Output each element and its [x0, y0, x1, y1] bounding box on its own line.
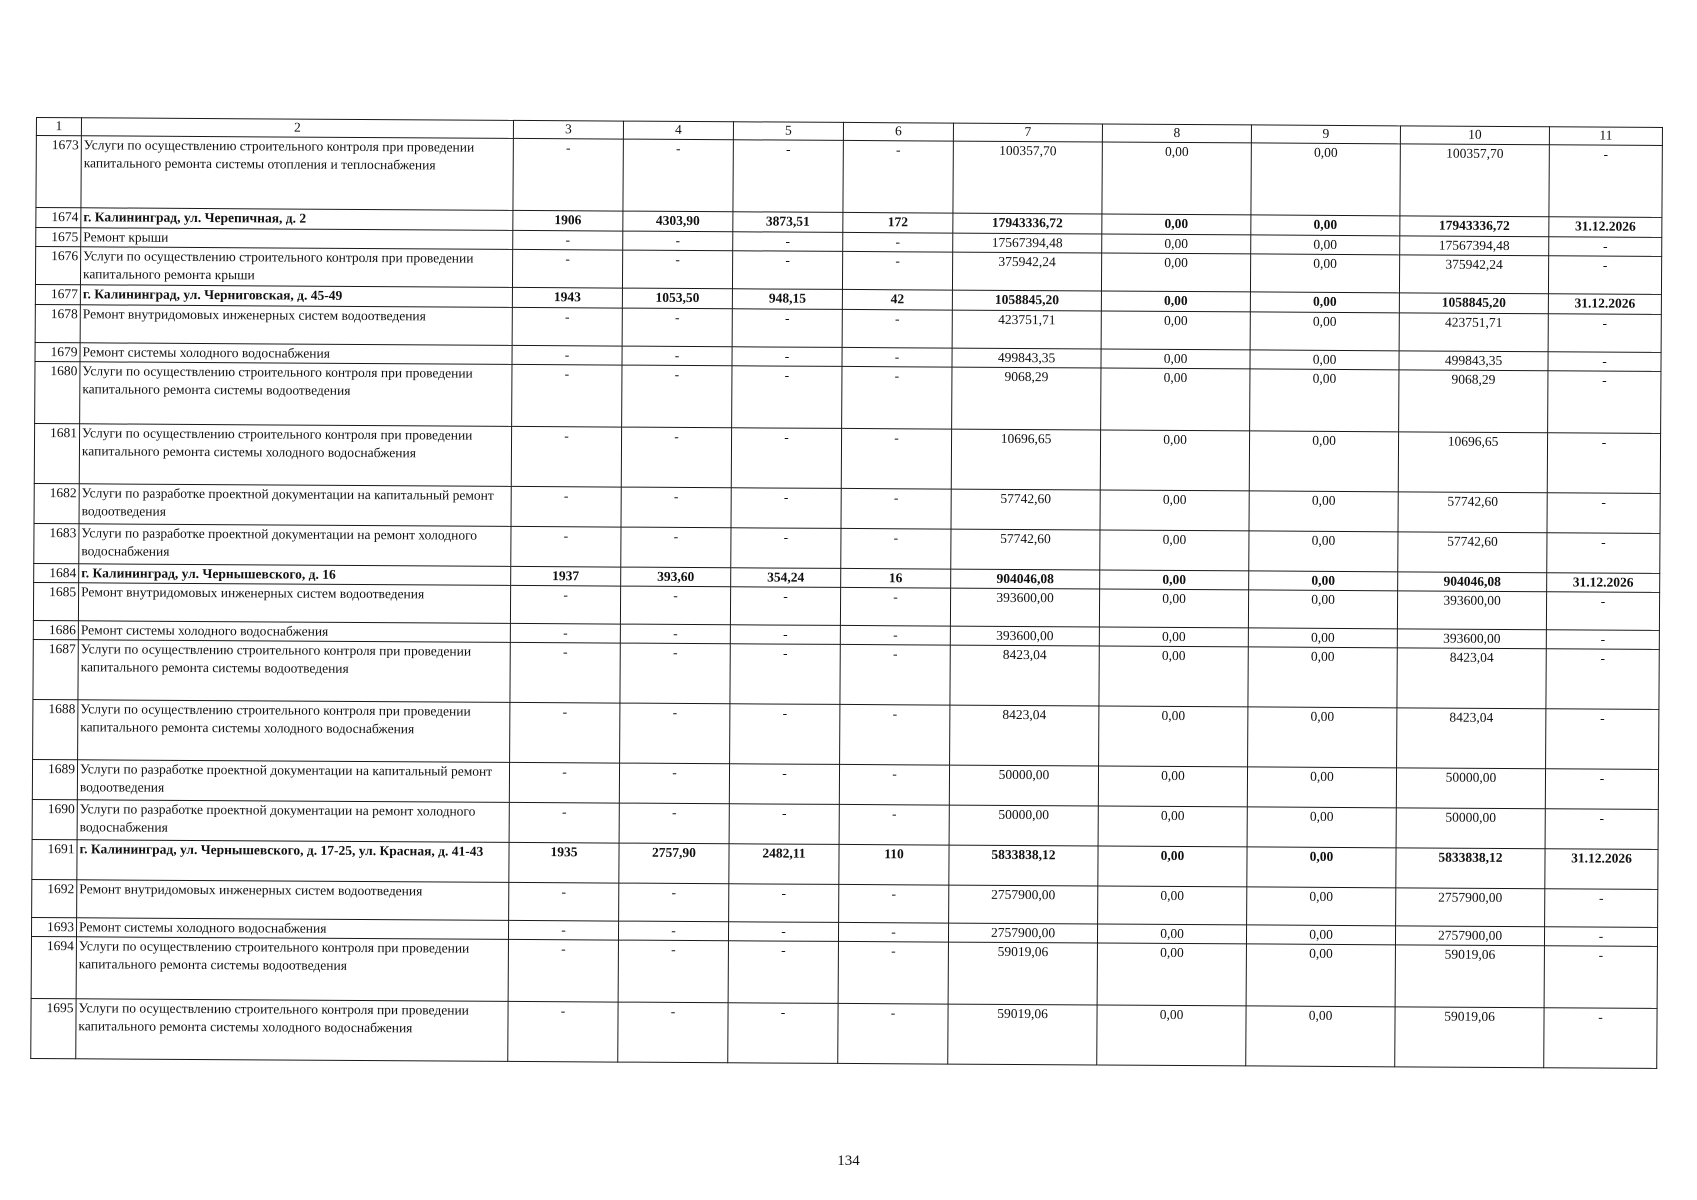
total-area-cell: - — [621, 527, 731, 568]
year-cell: 1937 — [511, 566, 621, 586]
col8-cell: 0,00 — [1097, 943, 1246, 1006]
col9-cell: 0,00 — [1250, 369, 1399, 432]
col9-cell: 0,00 — [1246, 925, 1395, 945]
col8-cell: 0,00 — [1099, 646, 1248, 707]
col9-cell: 0,00 — [1250, 350, 1399, 370]
total-cost-cell: 100357,70 — [953, 141, 1102, 214]
col9-cell: 0,00 — [1251, 143, 1400, 216]
description-cell: Услуги по осуществлению строительного контроля при проведении капитального ремонта системы водоотведения — [78, 640, 510, 703]
total-cost-cell: 50000,00 — [949, 765, 1098, 806]
col9-cell: 0,00 — [1249, 431, 1398, 492]
col9-cell: 0,00 — [1250, 312, 1399, 351]
living-area-cell: - — [729, 884, 839, 923]
total-cost-cell: 393600,00 — [950, 626, 1099, 646]
col8-cell: 0,00 — [1098, 806, 1247, 847]
year-cell: - — [510, 702, 620, 763]
col8-cell: 0,00 — [1098, 846, 1247, 887]
living-area-cell: - — [733, 232, 843, 252]
residents-cell: 42 — [842, 289, 952, 310]
fund-cost-cell: 5833838,12 — [1396, 848, 1545, 889]
residents-cell: 110 — [839, 844, 949, 885]
total-cost-cell: 375942,24 — [952, 252, 1101, 291]
total-cost-cell: 904046,08 — [951, 569, 1100, 589]
row-number-cell: 1685 — [33, 582, 78, 620]
fund-cost-cell: 10696,65 — [1398, 432, 1547, 493]
total-cost-cell: 1058845,20 — [952, 290, 1101, 311]
row-number-cell: 1680 — [35, 361, 80, 423]
fund-cost-cell: 8423,04 — [1397, 708, 1546, 769]
description-cell: Услуги по осуществлению строительного контроля при проведении капитального ремонта системы холодного водоснабжения — [79, 424, 511, 487]
residents-cell: - — [840, 704, 950, 765]
year-cell: - — [512, 345, 622, 365]
deadline-cell: - — [1546, 630, 1659, 650]
row-number-cell: 1674 — [36, 208, 81, 228]
col8-cell: 0,00 — [1099, 627, 1248, 647]
description-cell: г. Калининград, ул. Чернышевского, д. 16 — [79, 564, 511, 586]
row-number-cell: 1676 — [35, 247, 80, 285]
header-cell: 4 — [623, 121, 733, 140]
year-cell: 1906 — [513, 210, 623, 231]
total-area-cell: - — [622, 250, 732, 289]
total-area-cell: - — [622, 365, 732, 428]
col8-cell: 0,00 — [1100, 570, 1249, 590]
year-cell: - — [510, 642, 620, 703]
col9-cell: 0,00 — [1249, 491, 1398, 532]
row-number-cell: 1679 — [35, 342, 80, 361]
fund-cost-cell: 57742,60 — [1398, 492, 1547, 533]
total-cost-cell: 9068,29 — [952, 367, 1101, 430]
header-cell: 5 — [733, 122, 843, 141]
residents-cell: - — [842, 309, 952, 348]
deadline-cell: - — [1546, 709, 1659, 770]
year-cell: - — [511, 426, 621, 487]
fund-cost-cell: 17567394,48 — [1400, 236, 1549, 256]
row-number-cell: 1690 — [32, 799, 77, 839]
deadline-cell: - — [1548, 371, 1661, 434]
col8-cell: 0,00 — [1097, 1005, 1246, 1066]
col9-cell: 0,00 — [1248, 647, 1397, 708]
living-area-cell: - — [728, 941, 838, 1004]
header-cell: 10 — [1400, 126, 1549, 145]
col9-cell: 0,00 — [1248, 590, 1397, 629]
total-area-cell: 393,60 — [621, 567, 731, 587]
year-cell: - — [510, 585, 620, 624]
living-area-cell: - — [732, 347, 842, 367]
deadline-cell: - — [1544, 927, 1657, 947]
header-cell: 7 — [953, 123, 1102, 142]
fund-cost-cell: 59019,06 — [1395, 945, 1544, 1008]
col8-cell: 0,00 — [1100, 530, 1249, 571]
fund-cost-cell: 375942,24 — [1399, 255, 1548, 294]
deadline-cell: - — [1545, 889, 1658, 928]
row-number-cell: 1675 — [36, 228, 81, 247]
col9-cell: 0,00 — [1248, 628, 1397, 648]
col8-cell: 0,00 — [1100, 430, 1249, 491]
fund-cost-cell: 59019,06 — [1395, 1007, 1544, 1068]
deadline-cell: - — [1547, 533, 1660, 574]
work-item-row — [33, 699, 1659, 769]
living-area-cell: - — [732, 251, 842, 290]
residents-cell: - — [843, 140, 953, 213]
total-cost-cell: 57742,60 — [951, 489, 1100, 530]
total-cost-cell: 57742,60 — [951, 529, 1100, 570]
deadline-cell: - — [1548, 256, 1661, 295]
description-cell: Ремонт системы холодного водоснабжения — [76, 918, 508, 940]
deadline-cell: - — [1548, 314, 1661, 353]
residents-cell: - — [839, 804, 949, 845]
row-number-cell: 1691 — [32, 839, 77, 879]
description-cell: г. Калининград, ул. Черниговская, д. 45-49 — [80, 285, 512, 308]
fund-cost-cell: 499843,35 — [1399, 351, 1548, 371]
year-cell: - — [509, 802, 619, 843]
deadline-cell: 31.12.2026 — [1547, 573, 1660, 593]
living-area-cell: - — [731, 528, 841, 569]
total-cost-cell: 8423,04 — [950, 645, 1099, 706]
living-area-cell: - — [728, 1003, 838, 1064]
col9-cell: 0,00 — [1247, 887, 1396, 926]
deadline-cell: - — [1547, 493, 1660, 534]
header-cell: 3 — [513, 120, 623, 139]
living-area-cell: - — [729, 804, 839, 845]
col8-cell: 0,00 — [1098, 886, 1247, 925]
col8-cell: 0,00 — [1101, 253, 1250, 292]
year-cell: - — [509, 882, 619, 921]
year-cell: - — [512, 307, 622, 346]
year-cell: - — [511, 486, 621, 527]
deadline-cell: - — [1545, 769, 1658, 810]
living-area-cell: - — [731, 488, 841, 529]
description-cell: Услуги по разработке проектной документации на ремонт холодного водоснабжения — [77, 800, 509, 843]
row-number-cell: 1673 — [36, 136, 81, 208]
description-cell: Услуги по разработке проектной документации на капитальный ремонт водоотведения — [77, 760, 509, 803]
fund-cost-cell: 2757900,00 — [1395, 926, 1544, 946]
deadline-cell: - — [1546, 592, 1659, 631]
col9-cell: 0,00 — [1249, 531, 1398, 572]
residents-cell: - — [840, 625, 950, 645]
description-cell: г. Калининград, ул. Чернышевского, д. 17-25, ул. Красная, д. 41-43 — [77, 840, 509, 883]
year-cell: - — [508, 1001, 618, 1062]
fund-cost-cell: 17943336,72 — [1400, 216, 1549, 237]
total-area-cell: - — [623, 139, 733, 212]
col8-cell: 0,00 — [1101, 368, 1250, 431]
total-area-cell: 1053,50 — [622, 288, 732, 309]
residents-cell: - — [841, 428, 951, 489]
fund-cost-cell: 50000,00 — [1396, 768, 1545, 809]
total-area-cell: - — [621, 487, 731, 528]
deadline-cell: - — [1544, 946, 1657, 1009]
col9-cell: 0,00 — [1246, 944, 1395, 1007]
residents-cell: - — [842, 251, 952, 290]
fund-cost-cell: 57742,60 — [1398, 532, 1547, 573]
total-cost-cell: 17567394,48 — [953, 233, 1102, 253]
work-item-row — [36, 136, 1662, 218]
year-cell: - — [510, 623, 620, 643]
year-cell: 1943 — [512, 287, 622, 308]
header-cell: 1 — [36, 118, 81, 136]
col9-cell: 0,00 — [1246, 1006, 1395, 1067]
total-area-cell: 4303,90 — [623, 211, 733, 232]
total-cost-cell: 5833838,12 — [949, 845, 1098, 886]
description-cell: Услуги по осуществлению строительного контроля при проведении капитального ремонта системы холодного водоснабжения — [78, 700, 510, 763]
description-cell: Ремонт системы холодного водоснабжения — [78, 621, 510, 643]
residents-cell: - — [842, 366, 952, 429]
header-cell: 8 — [1102, 124, 1251, 143]
residents-cell: - — [838, 941, 948, 1004]
total-cost-cell: 423751,71 — [952, 310, 1101, 349]
col9-cell: 0,00 — [1247, 807, 1396, 848]
total-cost-cell: 393600,00 — [950, 588, 1099, 627]
living-area-cell: - — [730, 644, 840, 705]
deadline-cell: 31.12.2026 — [1545, 849, 1658, 890]
deadline-cell: - — [1548, 352, 1661, 372]
fund-cost-cell: 8423,04 — [1397, 648, 1546, 709]
year-cell: - — [508, 939, 618, 1002]
description-cell: Услуги по осуществлению строительного контроля при проведении капитального ремонта системы водоотведения — [76, 937, 508, 1002]
residents-cell: - — [839, 884, 949, 923]
col9-cell: 0,00 — [1250, 292, 1399, 313]
total-area-cell: - — [619, 763, 729, 804]
description-cell: Услуги по осуществлению строительного контроля при проведении капитального ремонта крыши — [80, 247, 512, 288]
col8-cell: 0,00 — [1102, 234, 1251, 254]
year-cell: 1935 — [509, 842, 619, 883]
description-cell: Услуги по разработке проектной документации на капитальный ремонт водоотведения — [79, 484, 511, 527]
description-cell: Ремонт системы холодного водоснабжения — [80, 343, 512, 365]
description-cell: Услуги по осуществлению строительного контроля при проведении капитального ремонта системы водоотведения — [80, 362, 512, 427]
fund-cost-cell: 393600,00 — [1397, 629, 1546, 649]
total-area-cell: - — [619, 883, 729, 922]
header-cell: 11 — [1549, 127, 1662, 146]
col8-cell: 0,00 — [1098, 766, 1247, 807]
work-item-row — [33, 639, 1659, 709]
work-item-row — [35, 361, 1661, 433]
fund-cost-cell: 9068,29 — [1399, 370, 1548, 433]
deadline-cell: - — [1547, 433, 1660, 494]
col9-cell: 0,00 — [1251, 215, 1400, 236]
work-item-row — [31, 936, 1657, 1008]
row-number-cell: 1694 — [31, 936, 76, 998]
table-body — [31, 136, 1663, 1069]
row-number-cell: 1689 — [32, 759, 77, 799]
work-item-row — [34, 423, 1660, 493]
year-cell: - — [509, 762, 619, 803]
residents-cell: - — [841, 488, 951, 529]
living-area-cell: - — [730, 587, 840, 626]
total-cost-cell: 59019,06 — [948, 1004, 1097, 1065]
fund-cost-cell: 423751,71 — [1399, 313, 1548, 352]
row-number-cell: 1681 — [34, 423, 79, 483]
total-area-cell: - — [621, 427, 731, 488]
col8-cell: 0,00 — [1099, 589, 1248, 628]
living-area-cell: 3873,51 — [733, 212, 843, 233]
total-area-cell: - — [622, 346, 732, 366]
total-cost-cell: 2757900,00 — [948, 923, 1097, 943]
total-area-cell: - — [620, 643, 730, 704]
header-cell: 2 — [81, 118, 513, 139]
col9-cell: 0,00 — [1249, 571, 1398, 591]
col9-cell: 0,00 — [1247, 847, 1396, 888]
description-cell: Услуги по осуществлению строительного контроля при проведении капитального ремонта системы холодного водоснабжения — [76, 999, 508, 1062]
living-area-cell: - — [731, 428, 841, 489]
fund-cost-cell: 50000,00 — [1396, 808, 1545, 849]
header-cell: 6 — [843, 122, 953, 141]
col8-cell: 0,00 — [1100, 490, 1249, 531]
living-area-cell: - — [732, 366, 842, 429]
col8-cell: 0,00 — [1102, 142, 1251, 215]
residents-cell: 172 — [843, 212, 953, 233]
description-cell: г. Калининград, ул. Черепичная, д. 2 — [81, 208, 513, 231]
living-area-cell: 948,15 — [732, 289, 842, 310]
row-number-cell: 1687 — [33, 639, 78, 699]
description-cell: Ремонт внутридомовых инженерных систем водоотведения — [78, 583, 510, 624]
total-cost-cell: 59019,06 — [948, 942, 1097, 1005]
col8-cell: 0,00 — [1099, 706, 1248, 767]
deadline-cell: - — [1549, 145, 1662, 218]
row-number-cell: 1684 — [34, 563, 79, 582]
residents-cell: - — [838, 922, 948, 942]
residents-cell: - — [840, 644, 950, 705]
residents-cell: - — [843, 232, 953, 252]
living-area-cell: - — [730, 704, 840, 765]
total-area-cell: - — [620, 703, 730, 764]
residents-cell: 16 — [841, 568, 951, 588]
living-area-cell: - — [733, 140, 843, 213]
living-area-cell: 2482,11 — [729, 844, 839, 885]
residents-cell: - — [842, 347, 952, 367]
row-number-cell: 1678 — [35, 304, 80, 342]
description-cell: Услуги по осуществлению строительного контроля при проведении капитального ремонта системы отопления и теплоснабжения — [81, 136, 513, 211]
living-area-cell: - — [732, 309, 842, 348]
fund-cost-cell: 2757900,00 — [1396, 888, 1545, 927]
year-cell: - — [513, 138, 623, 211]
header-cell: 9 — [1251, 125, 1400, 144]
fund-cost-cell: 1058845,20 — [1399, 293, 1548, 314]
residents-cell: - — [840, 587, 950, 626]
row-number-cell: 1693 — [31, 917, 76, 936]
col8-cell: 0,00 — [1102, 214, 1251, 235]
deadline-cell: - — [1546, 649, 1659, 710]
living-area-cell: - — [728, 922, 838, 942]
fund-cost-cell: 100357,70 — [1400, 144, 1549, 217]
deadline-cell: - — [1544, 1008, 1657, 1069]
description-cell: Услуги по разработке проектной документации на ремонт холодного водоснабжения — [79, 524, 511, 567]
total-area-cell: - — [618, 940, 728, 1003]
row-number-cell: 1683 — [34, 523, 79, 563]
description-cell: Ремонт внутридомовых инженерных систем водоотведения — [80, 305, 512, 346]
col8-cell: 0,00 — [1097, 924, 1246, 944]
total-area-cell: 2757,90 — [619, 843, 729, 884]
residents-cell: - — [839, 764, 949, 805]
total-area-cell: - — [620, 586, 730, 625]
col9-cell: 0,00 — [1250, 254, 1399, 293]
total-area-cell: - — [618, 1002, 728, 1063]
year-cell: - — [513, 230, 623, 250]
year-cell: - — [508, 920, 618, 940]
fund-cost-cell: 393600,00 — [1397, 591, 1546, 630]
row-number-cell: 1688 — [33, 699, 78, 759]
description-cell: Ремонт крыши — [81, 228, 513, 250]
col9-cell: 0,00 — [1248, 707, 1397, 768]
row-number-cell: 1692 — [32, 879, 77, 917]
row-number-cell: 1682 — [34, 483, 79, 523]
residents-cell: - — [838, 1003, 948, 1064]
total-cost-cell: 499843,35 — [952, 348, 1101, 368]
year-cell: - — [512, 249, 622, 288]
deadline-cell: - — [1545, 809, 1658, 850]
year-cell: - — [512, 364, 622, 427]
col8-cell: 0,00 — [1101, 349, 1250, 369]
total-area-cell: - — [622, 308, 732, 347]
description-cell: Ремонт внутридомовых инженерных систем водоотведения — [77, 880, 509, 921]
total-cost-cell: 17943336,72 — [953, 213, 1102, 234]
work-register-table — [30, 117, 1663, 1069]
row-number-cell: 1695 — [31, 998, 76, 1058]
page-number: 134 — [837, 1153, 860, 1169]
total-area-cell: - — [620, 624, 730, 644]
total-cost-cell: 50000,00 — [949, 805, 1098, 846]
living-area-cell: - — [730, 625, 840, 645]
row-number-cell: 1677 — [35, 284, 80, 304]
total-cost-cell: 2757900,00 — [949, 885, 1098, 924]
living-area-cell: 354,24 — [731, 568, 841, 588]
residents-cell: - — [841, 528, 951, 569]
total-cost-cell: 8423,04 — [950, 705, 1099, 766]
living-area-cell: - — [729, 764, 839, 805]
col9-cell: 0,00 — [1247, 767, 1396, 808]
total-cost-cell: 10696,65 — [951, 429, 1100, 490]
fund-cost-cell: 904046,08 — [1398, 572, 1547, 592]
row-number-cell: 1686 — [33, 620, 78, 639]
col8-cell: 0,00 — [1101, 311, 1250, 350]
deadline-cell: - — [1549, 237, 1662, 257]
total-area-cell: - — [618, 921, 728, 941]
work-item-row — [31, 998, 1657, 1068]
total-area-cell: - — [619, 803, 729, 844]
year-cell: - — [511, 526, 621, 567]
deadline-cell: 31.12.2026 — [1549, 217, 1662, 238]
deadline-cell: 31.12.2026 — [1548, 294, 1661, 315]
total-area-cell: - — [623, 231, 733, 251]
col9-cell: 0,00 — [1251, 235, 1400, 255]
col8-cell: 0,00 — [1101, 291, 1250, 312]
